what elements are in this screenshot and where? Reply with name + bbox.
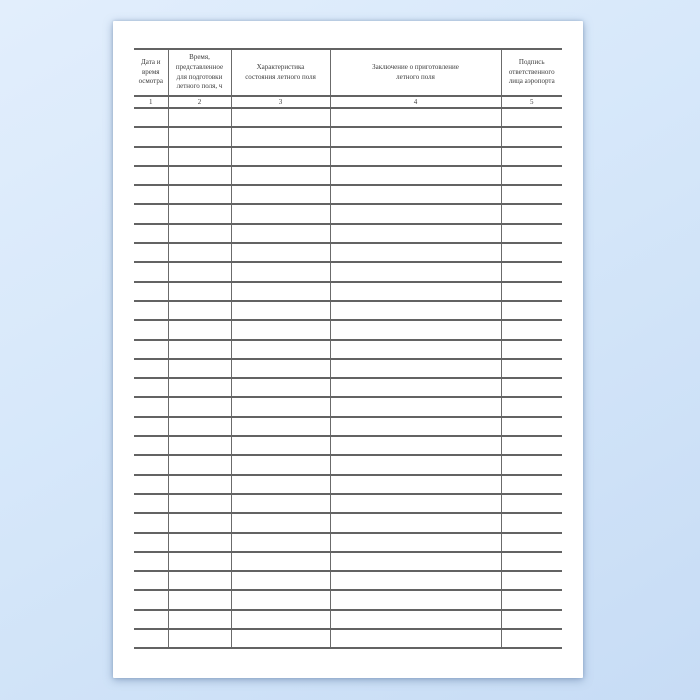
empty-cell xyxy=(231,340,330,359)
empty-cell xyxy=(168,378,231,397)
empty-cell xyxy=(330,610,501,629)
empty-cell xyxy=(330,204,501,223)
empty-cell xyxy=(134,320,168,339)
empty-cell xyxy=(168,571,231,590)
table-row xyxy=(134,262,562,281)
empty-cell xyxy=(330,282,501,301)
empty-cell xyxy=(330,166,501,185)
column-header-prep-time: Время, представленное для подготовки летного поля, ч xyxy=(168,49,231,96)
empty-cell xyxy=(330,629,501,648)
empty-cell xyxy=(330,243,501,262)
empty-cell xyxy=(330,147,501,166)
table-row xyxy=(134,320,562,339)
table-row xyxy=(134,610,562,629)
empty-cell xyxy=(168,513,231,532)
empty-cell xyxy=(134,533,168,552)
empty-cell xyxy=(231,108,330,127)
empty-cell xyxy=(134,185,168,204)
empty-cell xyxy=(134,513,168,532)
empty-cell xyxy=(501,204,562,223)
empty-cell xyxy=(501,494,562,513)
empty-cell xyxy=(231,320,330,339)
column-number: 5 xyxy=(501,96,562,108)
empty-cell xyxy=(231,455,330,474)
empty-cell xyxy=(330,359,501,378)
empty-cell xyxy=(330,320,501,339)
empty-cell xyxy=(134,590,168,609)
empty-cell xyxy=(168,359,231,378)
empty-cell xyxy=(168,533,231,552)
table-row xyxy=(134,533,562,552)
column-number: 3 xyxy=(231,96,330,108)
empty-cell xyxy=(330,301,501,320)
table-row xyxy=(134,282,562,301)
empty-cell xyxy=(330,494,501,513)
empty-cell xyxy=(134,417,168,436)
empty-cell xyxy=(231,127,330,146)
empty-cell xyxy=(231,494,330,513)
table-row xyxy=(134,494,562,513)
empty-cell xyxy=(134,359,168,378)
empty-cell xyxy=(134,301,168,320)
empty-cell xyxy=(501,262,562,281)
empty-cell xyxy=(168,340,231,359)
empty-cell xyxy=(231,243,330,262)
empty-cell xyxy=(168,204,231,223)
empty-cell xyxy=(231,590,330,609)
empty-cell xyxy=(231,533,330,552)
empty-cell xyxy=(501,436,562,455)
empty-cell xyxy=(501,417,562,436)
empty-cell xyxy=(330,590,501,609)
empty-cell xyxy=(134,494,168,513)
empty-cell xyxy=(501,243,562,262)
empty-cell xyxy=(168,243,231,262)
empty-cell xyxy=(501,147,562,166)
empty-cell xyxy=(231,166,330,185)
empty-cell xyxy=(501,282,562,301)
empty-cell xyxy=(134,108,168,127)
empty-cell xyxy=(168,166,231,185)
empty-cell xyxy=(231,224,330,243)
table-row xyxy=(134,571,562,590)
empty-cell xyxy=(330,378,501,397)
empty-cell xyxy=(501,108,562,127)
empty-cell xyxy=(330,533,501,552)
table-header-row xyxy=(134,49,562,96)
empty-cell xyxy=(134,243,168,262)
empty-cell xyxy=(134,610,168,629)
empty-cell xyxy=(330,436,501,455)
empty-cell xyxy=(501,340,562,359)
empty-cell xyxy=(231,397,330,416)
empty-cell xyxy=(134,571,168,590)
empty-cell xyxy=(231,378,330,397)
empty-cell xyxy=(231,552,330,571)
empty-cell xyxy=(134,340,168,359)
empty-cell xyxy=(231,513,330,532)
empty-cell xyxy=(330,475,501,494)
table-row xyxy=(134,455,562,474)
empty-cell xyxy=(134,378,168,397)
empty-cell xyxy=(501,533,562,552)
table-body xyxy=(134,108,562,648)
empty-cell xyxy=(501,224,562,243)
empty-cell xyxy=(231,262,330,281)
empty-cell xyxy=(231,359,330,378)
empty-cell xyxy=(501,590,562,609)
empty-cell xyxy=(501,513,562,532)
empty-cell xyxy=(168,127,231,146)
table-row xyxy=(134,301,562,320)
empty-cell xyxy=(330,397,501,416)
empty-cell xyxy=(231,475,330,494)
table-row xyxy=(134,204,562,223)
table-row xyxy=(134,224,562,243)
table-row xyxy=(134,590,562,609)
column-header-conclusion: Заключение о приготовление летного поля xyxy=(330,49,501,96)
empty-cell xyxy=(501,610,562,629)
empty-cell xyxy=(231,610,330,629)
empty-cell xyxy=(330,185,501,204)
empty-cell xyxy=(231,185,330,204)
table-row xyxy=(134,108,562,127)
empty-cell xyxy=(501,455,562,474)
empty-cell xyxy=(134,127,168,146)
empty-cell xyxy=(134,629,168,648)
empty-cell xyxy=(330,340,501,359)
empty-cell xyxy=(501,397,562,416)
empty-cell xyxy=(134,552,168,571)
empty-cell xyxy=(501,185,562,204)
empty-cell xyxy=(330,417,501,436)
empty-cell xyxy=(501,552,562,571)
empty-cell xyxy=(330,127,501,146)
column-number: 1 xyxy=(134,96,168,108)
empty-cell xyxy=(231,436,330,455)
table-row xyxy=(134,475,562,494)
empty-cell xyxy=(501,359,562,378)
column-number-row xyxy=(134,96,562,108)
empty-cell xyxy=(134,166,168,185)
empty-cell xyxy=(134,147,168,166)
empty-cell xyxy=(168,185,231,204)
table-row xyxy=(134,397,562,416)
empty-cell xyxy=(231,282,330,301)
table-row xyxy=(134,513,562,532)
table-row xyxy=(134,243,562,262)
table-row xyxy=(134,185,562,204)
table-row xyxy=(134,417,562,436)
document-page xyxy=(113,21,583,678)
empty-cell xyxy=(168,436,231,455)
empty-cell xyxy=(168,282,231,301)
empty-cell xyxy=(168,397,231,416)
empty-cell xyxy=(168,224,231,243)
empty-cell xyxy=(168,320,231,339)
column-header-date-time: Дата и время осмотра xyxy=(134,49,168,96)
column-number: 4 xyxy=(330,96,501,108)
empty-cell xyxy=(134,204,168,223)
empty-cell xyxy=(168,610,231,629)
empty-cell xyxy=(168,590,231,609)
table-row xyxy=(134,147,562,166)
empty-cell xyxy=(231,571,330,590)
empty-cell xyxy=(330,262,501,281)
empty-cell xyxy=(501,301,562,320)
empty-cell xyxy=(330,552,501,571)
empty-cell xyxy=(134,397,168,416)
empty-cell xyxy=(501,127,562,146)
empty-cell xyxy=(330,513,501,532)
empty-cell xyxy=(231,301,330,320)
empty-cell xyxy=(134,224,168,243)
empty-cell xyxy=(134,282,168,301)
table-row xyxy=(134,436,562,455)
empty-cell xyxy=(231,147,330,166)
table-row xyxy=(134,629,562,648)
empty-cell xyxy=(134,455,168,474)
empty-cell xyxy=(231,629,330,648)
empty-cell xyxy=(168,147,231,166)
empty-cell xyxy=(168,108,231,127)
empty-cell xyxy=(168,417,231,436)
table-row xyxy=(134,378,562,397)
empty-cell xyxy=(134,436,168,455)
empty-cell xyxy=(501,320,562,339)
empty-cell xyxy=(168,494,231,513)
empty-cell xyxy=(501,378,562,397)
empty-cell xyxy=(168,629,231,648)
empty-cell xyxy=(501,475,562,494)
empty-cell xyxy=(168,262,231,281)
empty-cell xyxy=(330,108,501,127)
empty-cell xyxy=(501,166,562,185)
empty-cell xyxy=(168,552,231,571)
empty-cell xyxy=(501,571,562,590)
column-header-field-condition: Характеристика состояния летного поля xyxy=(231,49,330,96)
table-row xyxy=(134,340,562,359)
empty-cell xyxy=(168,475,231,494)
table-row xyxy=(134,166,562,185)
table-row xyxy=(134,552,562,571)
inspection-log-table xyxy=(134,48,562,649)
empty-cell xyxy=(330,224,501,243)
column-number: 2 xyxy=(168,96,231,108)
empty-cell xyxy=(168,301,231,320)
empty-cell xyxy=(501,629,562,648)
empty-cell xyxy=(168,455,231,474)
table-row xyxy=(134,127,562,146)
empty-cell xyxy=(134,262,168,281)
empty-cell xyxy=(134,475,168,494)
empty-cell xyxy=(231,204,330,223)
empty-cell xyxy=(330,571,501,590)
empty-cell xyxy=(330,455,501,474)
empty-cell xyxy=(231,417,330,436)
column-header-signature: Подпись ответственного лица аэропорта xyxy=(501,49,562,96)
table-row xyxy=(134,359,562,378)
